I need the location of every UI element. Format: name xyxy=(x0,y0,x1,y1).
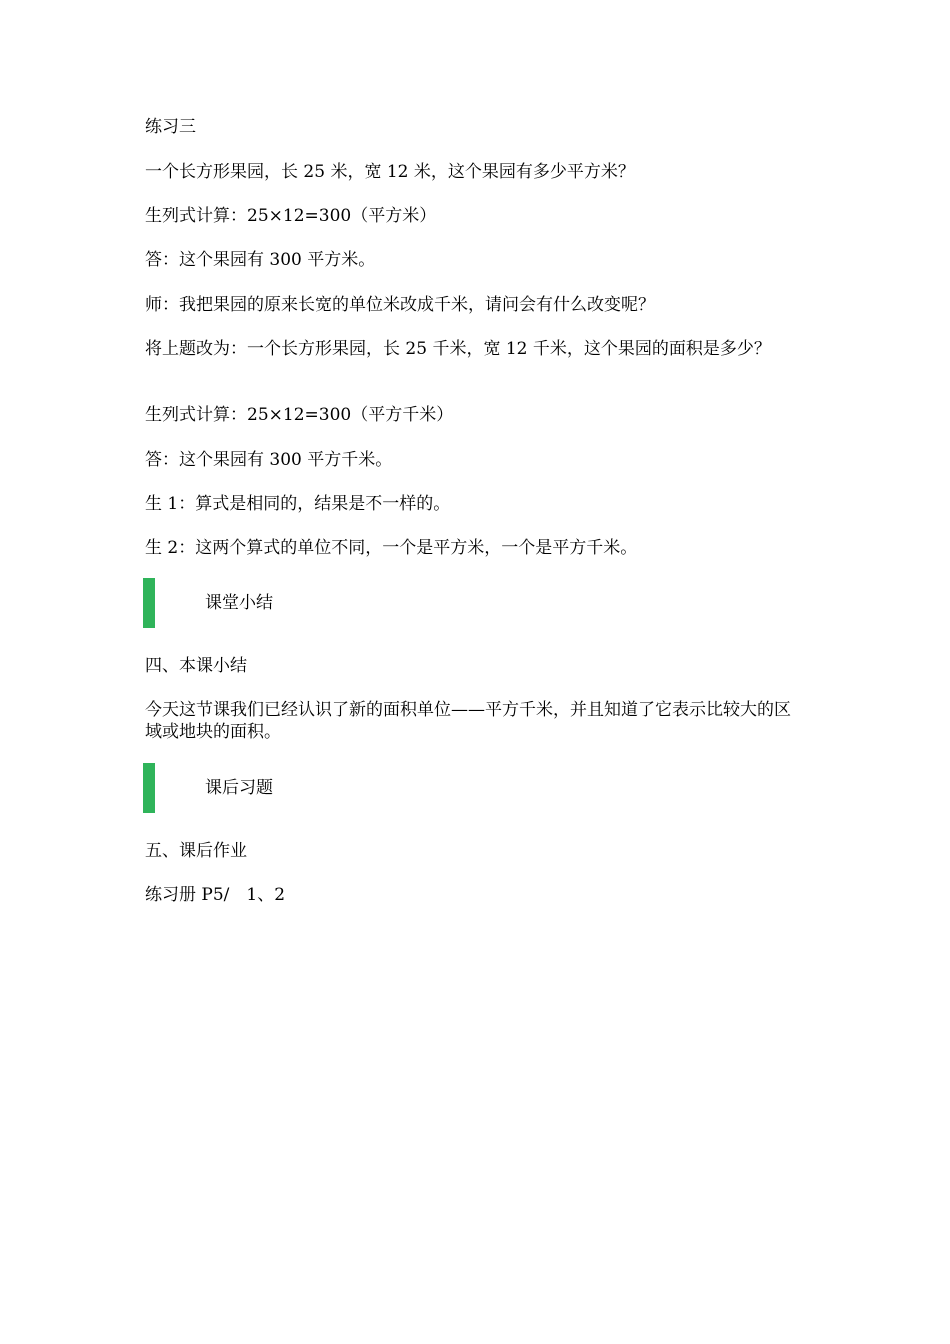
section-title: 课后习题 xyxy=(205,778,273,798)
summary-text: 今天这节课我们已经认识了新的面积单位——平方千米，并且知道了它表示比较大的区域或地块的面积。 xyxy=(145,700,791,742)
section-homework xyxy=(143,763,543,813)
section-accent-bar xyxy=(143,763,155,813)
modified-problem-text: 将上题改为：一个长方形果园，长 25 千米，宽 12 千米，这个果园的面积是多少？ xyxy=(145,339,771,359)
answer-text-2: 答：这个果园有 300 平方千米。 xyxy=(145,450,393,470)
student-calculation: 生列式计算：25×12=300（平方米） xyxy=(145,206,437,226)
homework-heading: 五、课后作业 xyxy=(145,841,247,861)
student-2-remark: 生 2：这两个算式的单位不同，一个是平方米，一个是平方千米。 xyxy=(145,538,638,558)
student-1-remark: 生 1：算式是相同的，结果是不一样的。 xyxy=(145,494,451,514)
problem-text: 一个长方形果园，长 25 米，宽 12 米，这个果园有多少平方米？ xyxy=(145,162,635,182)
section-title: 课堂小结 xyxy=(205,593,273,613)
section-accent-bar xyxy=(143,578,155,628)
exercise-heading: 练习三 xyxy=(145,117,196,137)
student-calculation-2: 生列式计算：25×12=300（平方千米） xyxy=(145,405,454,425)
answer-text: 答：这个果园有 300 平方米。 xyxy=(145,250,376,270)
homework-text: 练习册 P5/ 1、2 xyxy=(145,885,286,905)
teacher-question: 师：我把果园的原来长宽的单位米改成千米，请问会有什么改变呢？ xyxy=(145,295,655,315)
section-class-summary xyxy=(143,578,543,628)
summary-heading: 四、本课小结 xyxy=(145,656,247,676)
